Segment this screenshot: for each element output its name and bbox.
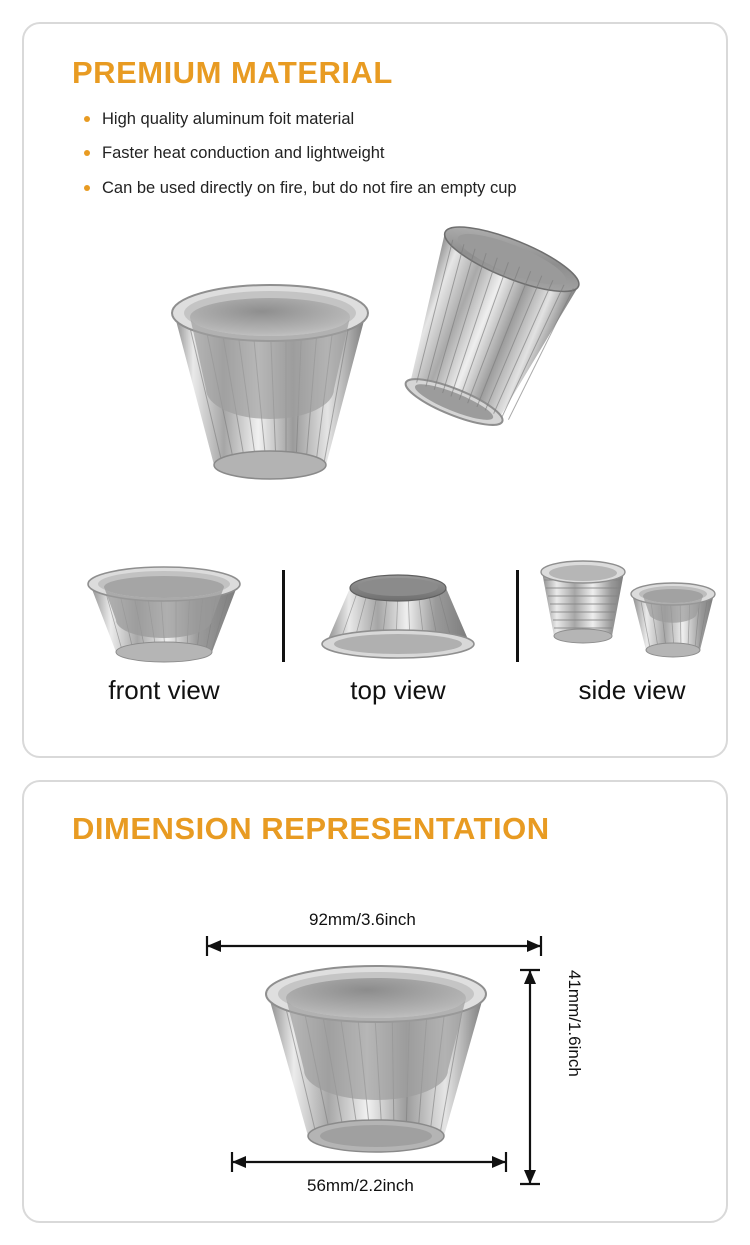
list-item: Can be used directly on fire, but do not fire an empty cup xyxy=(84,177,726,199)
list-item: High quality aluminum foit material xyxy=(84,108,726,130)
list-item: Faster heat conduction and lightweight xyxy=(84,142,726,164)
divider-1 xyxy=(282,570,285,662)
dimension-height-label: 41mm/1.6inch xyxy=(565,970,584,1077)
premium-material-card xyxy=(22,22,728,758)
dimension-top-width-label: 92mm/3.6inch xyxy=(309,910,416,930)
dimension-diagram xyxy=(24,852,726,1212)
hero-product-illustration xyxy=(24,211,726,531)
view-side-label: side view xyxy=(578,675,686,705)
dimension-title: DIMENSION REPRESENTATION xyxy=(72,811,550,846)
foil-cup-upright xyxy=(144,269,404,509)
dimension-bottom-width-label: 56mm/2.2inch xyxy=(307,1176,414,1196)
side-view-illustration xyxy=(528,558,728,670)
dimension-representation-card xyxy=(22,780,728,1223)
premium-material-title: PREMIUM MATERIAL xyxy=(72,55,393,90)
view-front xyxy=(60,558,268,706)
top-view-illustration xyxy=(294,558,502,670)
view-front-label: front view xyxy=(108,675,220,705)
view-side xyxy=(528,558,728,706)
feature-bullet-list xyxy=(24,108,726,199)
views-row xyxy=(24,558,726,738)
front-view-illustration xyxy=(60,558,268,670)
view-top-label: top view xyxy=(350,675,446,705)
divider-2 xyxy=(516,570,519,662)
view-top xyxy=(294,558,502,706)
bottom-width-arrow xyxy=(224,1150,514,1174)
